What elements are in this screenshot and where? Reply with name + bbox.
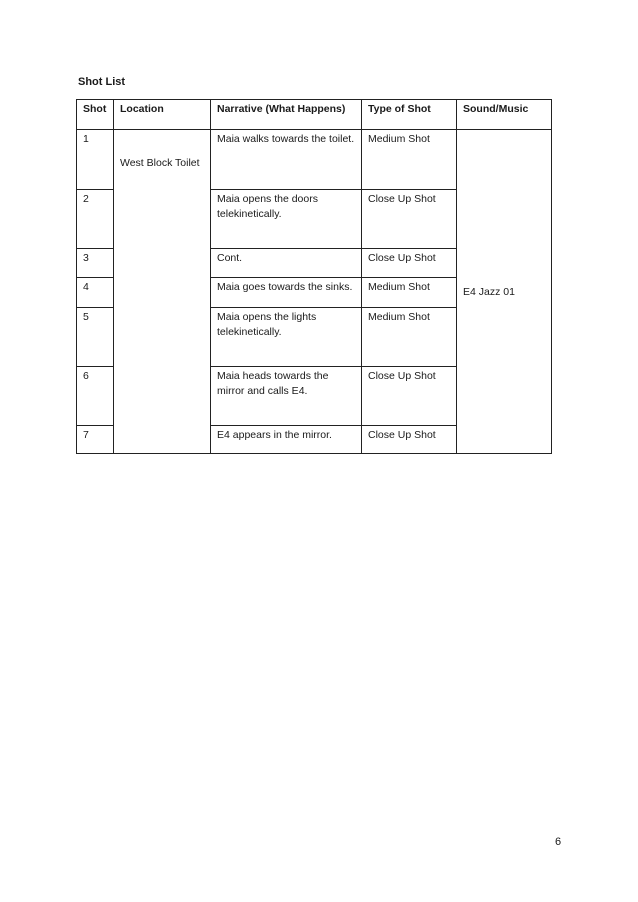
shot-number: 3 [77, 249, 114, 278]
header-location: Location [114, 100, 211, 130]
shot-number: 2 [77, 190, 114, 249]
location-text: West Block Toilet [120, 157, 200, 169]
page-title: Shot List [78, 76, 126, 88]
shot-number: 1 [77, 130, 114, 190]
shot-number: 4 [77, 278, 114, 308]
narrative-cell: Maia walks towards the toilet. [211, 130, 362, 190]
narrative-cell: Maia opens the lights telekinetically. [211, 308, 362, 367]
table-header-row [77, 100, 552, 130]
shot-type-cell: Medium Shot [362, 278, 457, 308]
page-number: 6 [555, 836, 562, 848]
shot-type-cell: Close Up Shot [362, 249, 457, 278]
shot-type-cell: Close Up Shot [362, 367, 457, 426]
header-type-of-shot: Type of Shot [362, 100, 457, 130]
header-sound-music: Sound/Music [457, 100, 552, 130]
header-narrative: Narrative (What Happens) [211, 100, 362, 130]
location-cell [114, 130, 211, 454]
shot-number: 7 [77, 426, 114, 454]
shot-number: 6 [77, 367, 114, 426]
shot-number: 5 [77, 308, 114, 367]
narrative-cell: E4 appears in the mirror. [211, 426, 362, 454]
shot-type-cell: Close Up Shot [362, 426, 457, 454]
shot-list-table [76, 99, 552, 454]
shot-type-cell: Medium Shot [362, 308, 457, 367]
shot-type-cell: Medium Shot [362, 130, 457, 190]
header-shot: Shot [77, 100, 114, 130]
shot-type-cell: Close Up Shot [362, 190, 457, 249]
table-row [77, 130, 552, 190]
narrative-cell: Cont. [211, 249, 362, 278]
sound-cell: E4 Jazz 01 [457, 130, 552, 454]
narrative-cell: Maia goes towards the sinks. [211, 278, 362, 308]
narrative-cell: Maia heads towards the mirror and calls E4. [211, 367, 362, 426]
narrative-cell: Maia opens the doors telekinetically. [211, 190, 362, 249]
